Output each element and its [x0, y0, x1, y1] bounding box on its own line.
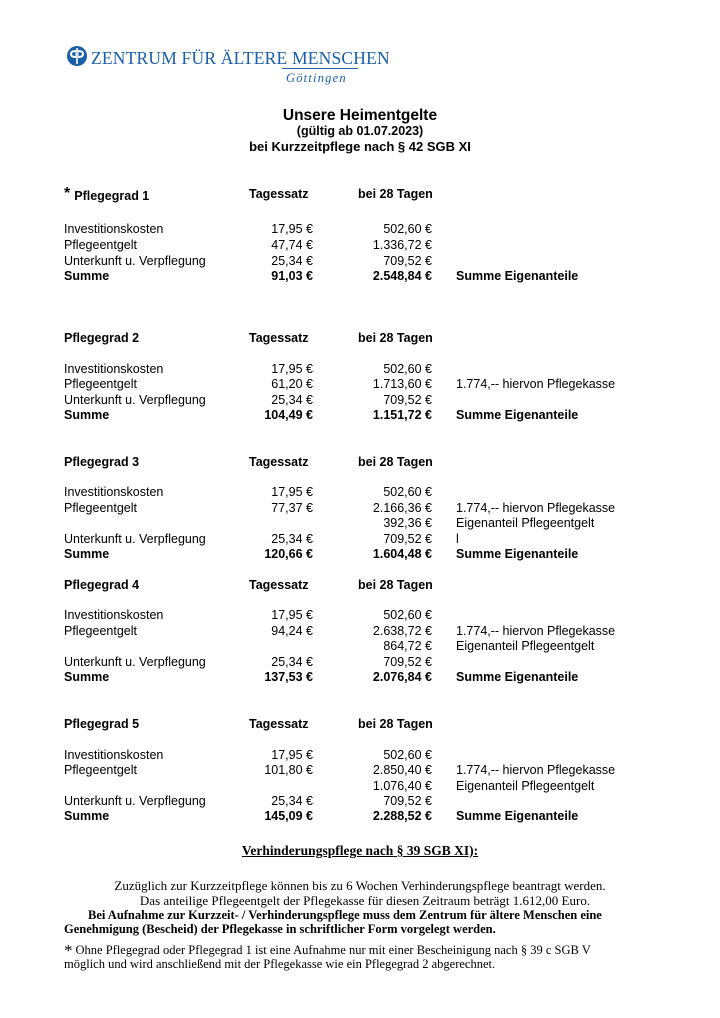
- column-header-28-days: bei 28 Tagen: [358, 331, 433, 345]
- fee-row: [0, 254, 720, 270]
- row-note: 1.774,-- hiervon Pflegekasse: [456, 501, 616, 515]
- row-daily-rate: 101,80 €: [264, 763, 313, 777]
- section-title-text: Pflegegrad 3: [64, 455, 140, 469]
- logo-title: ZENTRUM FÜR ÄLTERE MENSCHEN: [91, 48, 390, 68]
- column-header-28-days: bei 28 Tagen: [358, 455, 433, 469]
- fee-row: [0, 362, 720, 378]
- fee-row: [0, 532, 720, 548]
- page-title: Unsere Heimentgelte: [282, 107, 438, 124]
- row-label: Summe: [64, 269, 110, 283]
- row-label: Summe: [64, 670, 110, 684]
- validity-note: (gültig ab 01.07.2023): [296, 124, 424, 138]
- row-28-day-total: 864,72 €: [383, 639, 432, 653]
- footnote-star: *: [64, 941, 73, 960]
- row-daily-rate: 17,95 €: [271, 608, 313, 622]
- fee-row: [0, 377, 720, 393]
- vp-line-2: Das anteilige Pflegeentgelt der Pflegekasse für diesen Zeitraum beträgt 1.612,00 Euro.: [139, 893, 591, 908]
- row-label: Investitionskosten: [64, 222, 164, 236]
- fee-row: [0, 222, 720, 238]
- row-note: 1.774,-- hiervon Pflegekasse: [456, 763, 616, 777]
- row-label: Pflegeentgelt: [64, 377, 137, 391]
- row-note: Summe Eigenanteile: [456, 269, 579, 283]
- fee-row: [0, 794, 720, 810]
- row-daily-rate: 25,34 €: [271, 794, 313, 808]
- row-28-day-total: 2.548,84 €: [372, 269, 432, 283]
- row-note: Summe Eigenanteile: [456, 547, 579, 561]
- sum-row: [0, 670, 720, 686]
- row-label: Summe: [64, 809, 110, 823]
- row-label: Investitionskosten: [64, 748, 164, 762]
- fee-row: [0, 608, 720, 624]
- row-label: Unterkunft u. Verpflegung: [64, 393, 206, 407]
- section-header: [0, 331, 720, 347]
- footnote-text-1: Ohne Pflegegrad oder Pflegegrad 1 ist eine Aufnahme nur mit einer Bescheinigung nach § 39 c SGB V: [75, 943, 591, 957]
- logo-subtitle: Göttingen: [286, 71, 347, 85]
- row-note: Summe Eigenanteile: [456, 408, 579, 422]
- section-title-text: Pflegegrad 2: [64, 331, 140, 345]
- section-title: [64, 187, 149, 205]
- row-label: Unterkunft u. Verpflegung: [64, 655, 206, 669]
- fee-row: [0, 485, 720, 501]
- column-header-daily: Tagessatz: [249, 717, 309, 731]
- footnote-marker: *: [64, 185, 71, 202]
- row-note: l: [456, 532, 459, 546]
- row-28-day-total: 502,60 €: [383, 485, 432, 499]
- vp-line-1: Zuzüglich zur Kurzzeitpflege können bis zu 6 Wochen Verhinderungspflege beantragt werden.: [114, 878, 606, 893]
- row-28-day-total: 1.151,72 €: [372, 408, 432, 422]
- fee-row: [0, 393, 720, 409]
- section-title-text: Pflegegrad 5: [64, 717, 140, 731]
- column-header-daily: Tagessatz: [249, 331, 309, 345]
- fee-row: [0, 516, 720, 532]
- row-28-day-total: 502,60 €: [383, 362, 432, 376]
- column-header-daily: Tagessatz: [249, 578, 309, 592]
- section-title: [64, 578, 139, 592]
- row-label: Unterkunft u. Verpflegung: [64, 794, 206, 808]
- fee-row: [0, 748, 720, 764]
- row-daily-rate: 47,74 €: [271, 238, 313, 252]
- row-28-day-total: 709,52 €: [383, 655, 432, 669]
- sum-row: [0, 547, 720, 563]
- fee-row: [0, 624, 720, 640]
- row-28-day-total: 709,52 €: [383, 254, 432, 268]
- row-daily-rate: 17,95 €: [271, 485, 313, 499]
- row-daily-rate: 25,34 €: [271, 532, 313, 546]
- row-daily-rate: 25,34 €: [271, 655, 313, 669]
- logo: [66, 42, 390, 86]
- row-label: Investitionskosten: [64, 608, 164, 622]
- row-28-day-total: 1.604,48 €: [372, 547, 432, 561]
- row-note: 1.774,-- hiervon Pflegekasse: [456, 377, 616, 391]
- row-28-day-total: 502,60 €: [383, 608, 432, 622]
- section-title-text: Pflegegrad 1: [74, 189, 150, 203]
- sum-row: [0, 408, 720, 424]
- column-header-28-days: bei 28 Tagen: [358, 578, 433, 592]
- row-daily-rate: 91,03 €: [271, 269, 313, 283]
- sum-row: [0, 269, 720, 285]
- row-note: Summe Eigenanteile: [456, 809, 579, 823]
- row-label: Pflegeentgelt: [64, 501, 137, 515]
- row-28-day-total: 502,60 €: [383, 748, 432, 762]
- section-header: [0, 578, 720, 594]
- row-label: Investitionskosten: [64, 485, 164, 499]
- column-header-28-days: bei 28 Tagen: [358, 717, 433, 731]
- row-28-day-total: 2.850,40 €: [372, 763, 432, 777]
- row-label: Pflegeentgelt: [64, 624, 137, 638]
- fee-row: [0, 238, 720, 254]
- vp-line-3: Bei Aufnahme zur Kurzzeit- / Verhinderungspflege muss dem Zentrum für ältere Menschen eine: [88, 908, 602, 922]
- row-note: Summe Eigenanteile: [456, 670, 579, 684]
- row-28-day-total: 709,52 €: [383, 393, 432, 407]
- row-28-day-total: 502,60 €: [383, 222, 432, 236]
- verhinderungspflege-title: Verhinderungspflege nach § 39 SGB XI):: [241, 843, 479, 858]
- row-daily-rate: 61,20 €: [271, 377, 313, 391]
- row-daily-rate: 120,66 €: [264, 547, 313, 561]
- row-28-day-total: 709,52 €: [383, 532, 432, 546]
- vp-line-4: Genehmigung (Bescheid) der Pflegekasse in schriftlicher Form vorgelegt werden.: [64, 922, 496, 936]
- fee-row: [0, 655, 720, 671]
- logo-emblem-icon: [66, 45, 88, 67]
- section-header: [0, 455, 720, 471]
- row-daily-rate: 77,37 €: [271, 501, 313, 515]
- row-daily-rate: 17,95 €: [271, 362, 313, 376]
- fee-row: [0, 763, 720, 779]
- row-daily-rate: 137,53 €: [264, 670, 313, 684]
- row-note: 1.774,-- hiervon Pflegekasse: [456, 624, 616, 638]
- section-title-text: Pflegegrad 4: [64, 578, 140, 592]
- row-daily-rate: 104,49 €: [264, 408, 313, 422]
- row-note: Eigenanteil Pflegeentgelt: [456, 779, 595, 793]
- section-header: [0, 717, 720, 733]
- row-label: Investitionskosten: [64, 362, 164, 376]
- row-28-day-total: 1.336,72 €: [372, 238, 432, 252]
- section-title: [64, 331, 139, 345]
- row-daily-rate: 17,95 €: [271, 748, 313, 762]
- row-28-day-total: 2.166,36 €: [372, 501, 432, 515]
- row-label: Summe: [64, 408, 110, 422]
- row-28-day-total: 1.713,60 €: [372, 377, 432, 391]
- fee-row: [0, 779, 720, 795]
- row-daily-rate: 25,34 €: [271, 254, 313, 268]
- row-note: Eigenanteil Pflegeentgelt: [456, 516, 595, 530]
- row-daily-rate: 94,24 €: [271, 624, 313, 638]
- column-header-28-days: bei 28 Tagen: [358, 187, 433, 201]
- footnote-line-1: [64, 939, 720, 959]
- section-header: [0, 187, 720, 203]
- row-note: Eigenanteil Pflegeentgelt: [456, 639, 595, 653]
- row-28-day-total: 2.288,52 €: [372, 809, 432, 823]
- row-label: Summe: [64, 547, 110, 561]
- section-title: [64, 455, 139, 469]
- row-28-day-total: 1.076,40 €: [372, 779, 432, 793]
- column-header-daily: Tagessatz: [249, 455, 309, 469]
- logo-rule: [282, 68, 358, 69]
- row-label: Unterkunft u. Verpflegung: [64, 254, 206, 268]
- row-28-day-total: 2.638,72 €: [372, 624, 432, 638]
- sum-row: [0, 809, 720, 825]
- fee-row: [0, 501, 720, 517]
- row-28-day-total: 392,36 €: [383, 516, 432, 530]
- row-28-day-total: 709,52 €: [383, 794, 432, 808]
- row-daily-rate: 17,95 €: [271, 222, 313, 236]
- subject-line: bei Kurzzeitpflege nach § 42 SGB XI: [249, 139, 471, 154]
- row-daily-rate: 25,34 €: [271, 393, 313, 407]
- column-header-daily: Tagessatz: [249, 187, 309, 201]
- footnote-line-2: möglich und wird anschließend mit der Pflegekasse wie ein Pflegegrad 2 abgerechnet.: [64, 957, 496, 971]
- fee-row: [0, 639, 720, 655]
- row-label: Pflegeentgelt: [64, 763, 137, 777]
- row-label: Unterkunft u. Verpflegung: [64, 532, 206, 546]
- section-title: [64, 717, 139, 731]
- row-28-day-total: 2.076,84 €: [372, 670, 432, 684]
- row-daily-rate: 145,09 €: [264, 809, 313, 823]
- row-label: Pflegeentgelt: [64, 238, 137, 252]
